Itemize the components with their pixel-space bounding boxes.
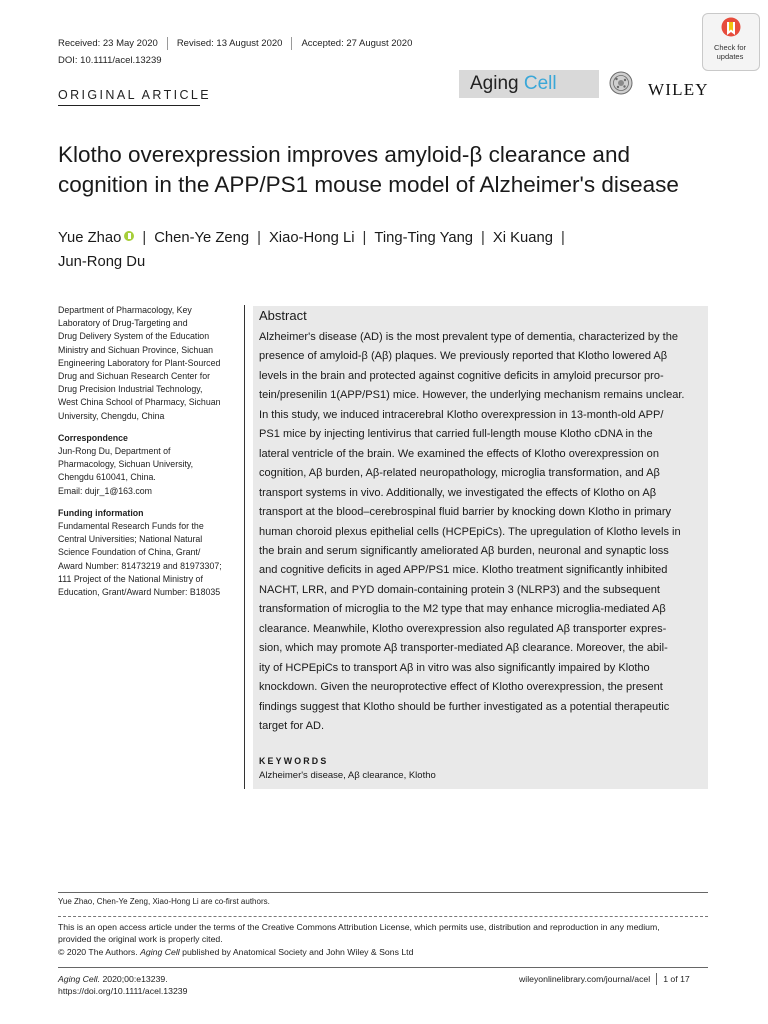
license-line: This is an open access article under the terms of the Creative Commons Attribution License, which permits use, distribution and reproduction in any medium, [58,922,660,932]
abstract-line: knockdown. Given the neuroprotective effect of Klotho overexpression, the present [259,681,663,694]
funding-heading: Funding information [58,507,144,518]
abstract-line: Alzheimer's disease (AD) is the most prevalent type of dementia, characterized by the [259,331,679,343]
citation [58,973,187,998]
affiliation-line: West China School of Pharmacy, Sichuan [58,397,221,408]
author-list [58,226,718,274]
society-seal-icon [609,71,633,95]
orcid-icon[interactable] [124,231,134,241]
funding-line: Award Number: 81473219 and 81973307; [58,560,222,571]
revised-date: Revised: 13 August 2020 [176,38,283,49]
abstract-line: the brain and serum significantly ameliorated Aβ burden, neuronal and synaptic loss [259,544,669,557]
abstract-line: presence of amyloid-β (Aβ) plaques. We previously reported that Klotho lowered Aβ [259,350,668,363]
abstract-line: findings suggest that Klotho should be further investigated as a potential therapeutic [259,700,670,713]
abstract-line: target for AD. [259,720,325,733]
footer-dashed-rule [58,916,708,917]
received-date: Received: 23 May 2020 [58,38,158,49]
license-line: provided the original work is properly cited. [58,934,223,945]
author-separator: | [560,230,565,246]
author-separator: | [142,230,147,246]
author-name[interactable]: Ting-Ting Yang [374,230,474,246]
funding-line: Central Universities; National Natural [58,534,203,545]
funding-line: 111 Project of the National Ministry of [58,573,203,584]
abstract-line: human choroid plexus epithelial cells (HCPEpiCs). The upregulation of Klotho levels in [259,525,681,538]
author-name[interactable]: Jun-Rong Du [58,254,146,270]
check-for-updates-line2: updates [716,51,744,61]
check-for-updates-label [702,44,758,61]
citation-journal: Aging Cell. [58,974,101,984]
keywords-heading: KEYWORDS [259,756,329,766]
affiliation-line: Drug Precision Industrial Technology, [58,384,203,395]
abstract-heading: Abstract [259,308,307,323]
journal-website-link[interactable]: wileyonlinelibrary.com/journal/acel [519,974,651,984]
abstract-line: In this study, we induced intracerebral Klotho overexpression in 13-month-old APP/ [259,408,664,421]
affiliation-line: Drug Delivery System of the Education [58,331,210,342]
column-divider [244,305,245,789]
journal-name-cell: Cell [523,73,557,94]
check-for-updates-line1: Check for [713,43,747,52]
accepted-date: Accepted: 27 August 2020 [301,38,413,49]
title-line-1: Klotho overexpression improves amyloid-β clearance and [58,142,630,167]
footer-right [519,973,690,985]
abstract-line: transformation of microglia to the M2 type that may enhance microglia-mediated Aβ [259,603,666,616]
article-dates [58,37,412,50]
author-name[interactable]: Xiao-Hong Li [268,230,355,246]
footer-rule [58,967,708,968]
author-name[interactable]: Xi Kuang [492,230,553,246]
citation-doi-link[interactable]: https://doi.org/10.1111/acel.13239 [58,986,188,997]
copyright-suffix: published by Anatomical Society and John Wiley & Sons Ltd [182,946,414,957]
funding-line: Fundamental Research Funds for the [58,521,204,532]
affiliation [58,304,233,423]
footer-separator [656,973,657,985]
author-separator: | [362,230,367,246]
correspondence-heading: Correspondence [58,432,128,443]
abstract-line: cognition, Aβ burden, Aβ-related neuropathology, microglia transformation, and Aβ [259,467,660,480]
publisher-logo[interactable]: WILEY [648,80,709,99]
affiliation-line: Laboratory of Drug-Targeting and [58,318,188,329]
abstract-line: NACHT, LRR, and PYD domain-containing protein 3 (NLRP3) and the subsequent [259,583,660,596]
journal-name-aging: Aging [470,73,519,94]
affiliation-line: Ministry and Sichuan Province, Sichuan [58,344,214,355]
author-separator: | [257,230,261,246]
citation-line [58,973,187,985]
funding-information [58,507,233,599]
date-separator [291,37,292,50]
journal-name[interactable] [470,73,557,95]
abstract-line: tein/presenilin 1(APP/PS1) mice. However, the underlying mechanism remains unclear. [259,389,685,402]
abstract-line: levels in the brain and protected against cognitive deficits in amyloid precursor pro- [259,369,664,382]
abstract-line: and cognitive deficits in aged APP/PS1 mice. Klotho treatment significantly inhibited [259,564,668,577]
abstract-line: transport at the blood–cerebrospinal fluid barrier by knocking down Klotho in primary [259,506,672,519]
abstract-line: ity of HCPEpiCs to transport Aβ in vitro was also significantly impaired by Klotho [259,661,650,674]
article-type-rule [58,105,200,106]
correspondence [58,432,233,498]
doi[interactable]: DOI: 10.1111/acel.13239 [58,55,162,66]
copyright-line [58,946,708,958]
co-first-authors-note: Yue Zhao, Chen-Ye Zeng, Xiao-Hong Li are co-first authors. [58,897,270,906]
title-line-2: cognition in the APP/PS1 mouse model of Alzheimer's disease [58,171,679,197]
page-number: 1 of 17 [663,974,690,984]
article-title [58,140,718,199]
author-name[interactable]: Yue Zhao [58,230,122,246]
license-note [58,921,708,958]
correspondence-line: Chengdu 610041, China. [58,472,156,483]
affiliation-line: Drug and Sichuan Research Center for [58,371,211,382]
affiliation-line: Engineering Laboratory for Plant-Sourced [58,357,221,368]
abstract-line: PS1 mice by injecting lentivirus that carried full-length mouse Klotho cDNA in the [259,428,653,441]
funding-line: Science Foundation of China, Grant/ [58,547,201,558]
author-separator: | [481,230,485,246]
copyright-prefix: © 2020 The Authors. [58,946,138,957]
footer-rule [58,892,708,893]
affiliation-line: Department of Pharmacology, Key [58,305,192,315]
abstract-line: sion, which may promote Aβ transporter-mediated Aβ clearance. Moreover, the abil- [259,642,668,655]
article-type: ORIGINAL ARTICLE [58,88,212,102]
affiliation-line: University, Chengdu, China [58,410,165,421]
abstract-body [259,328,702,737]
copyright-journal: Aging Cell [140,946,180,957]
funding-line: Education, Grant/Award Number: B18035 [58,587,221,598]
abstract-line: clearance. Meanwhile, Klotho overexpression also regulated Aβ transporter expres- [259,622,667,635]
keywords-list: Alzheimer's disease, Aβ clearance, Klotho [259,770,436,781]
correspondence-line: Jun-Rong Du, Department of [58,446,171,457]
correspondence-line: Pharmacology, Sichuan University, [58,459,194,470]
citation-volume: 2020;00:e13239. [102,974,168,984]
abstract-line: transport systems in vivo. Additionally, we investigated the effects of Klotho on Aβ [259,486,657,499]
date-separator [167,37,168,50]
article-sidebar [58,304,233,599]
bookmark-icon [720,17,742,41]
abstract-line: lateral ventricle of the brain. We examined the effects of Klotho overexpression on [259,447,659,460]
author-name[interactable]: Chen-Ye Zeng [154,230,250,246]
correspondence-email[interactable]: Email: dujr_1@163.com [58,485,153,496]
